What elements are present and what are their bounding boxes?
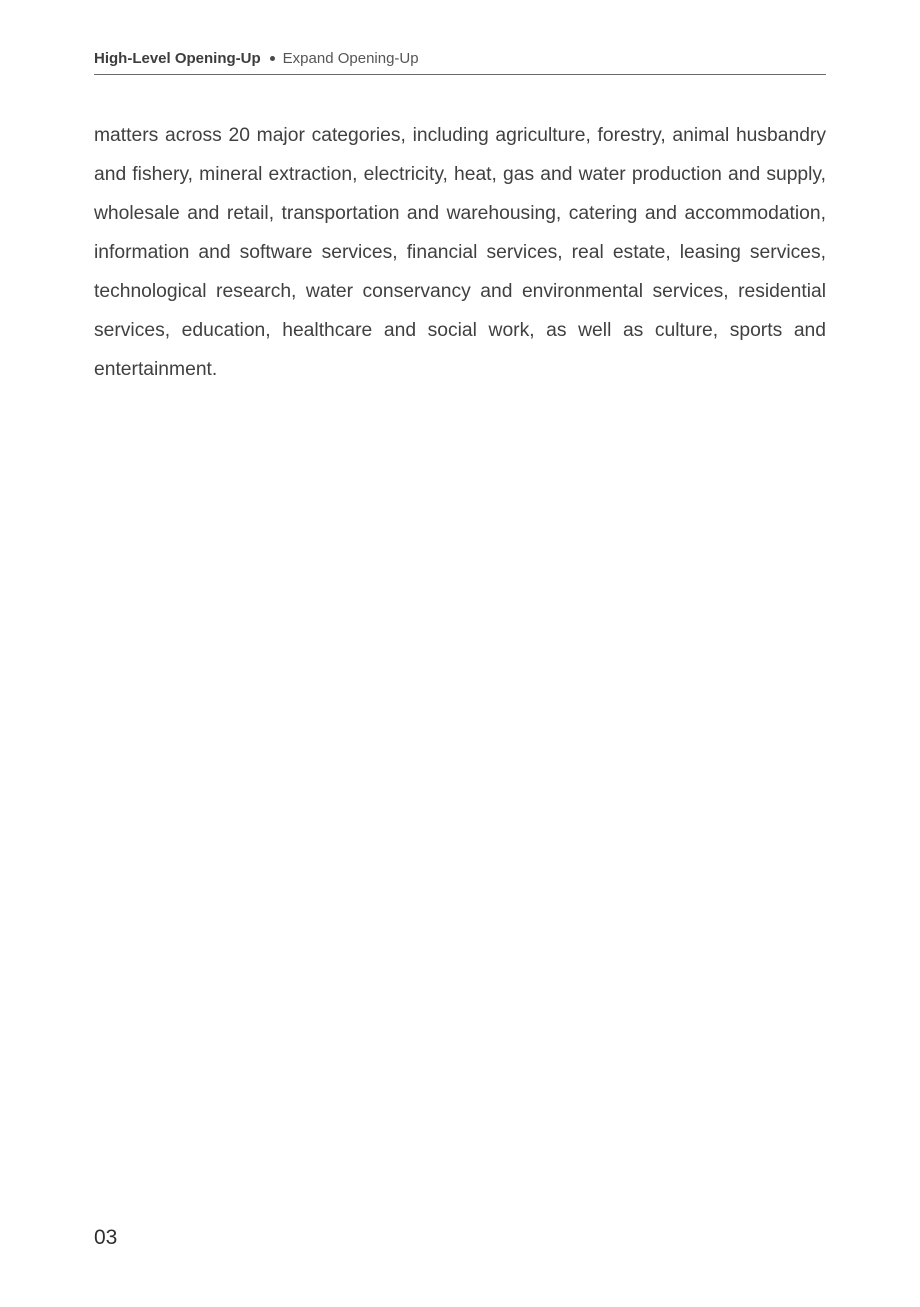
section-title: Expand Opening-Up xyxy=(282,50,419,67)
body-paragraph: matters across 20 major categories, including agriculture, forestry, animal husbandry and fishery, mineral extraction, electricity, heat, gas and water production and supply, wholesale and retail, transportation and warehousing, catering and accommodation, information and software services, financial services, real estate, leasing services, technological research, water conservancy and environmental services, residential services, education, healthcare and social work, as well as culture, sports and entertainment. xyxy=(94,125,826,380)
running-header xyxy=(94,48,826,75)
document-title: High-Level Opening-Up xyxy=(94,50,261,67)
page-number: 03 xyxy=(94,1226,118,1249)
bullet-separator-icon xyxy=(270,56,275,61)
